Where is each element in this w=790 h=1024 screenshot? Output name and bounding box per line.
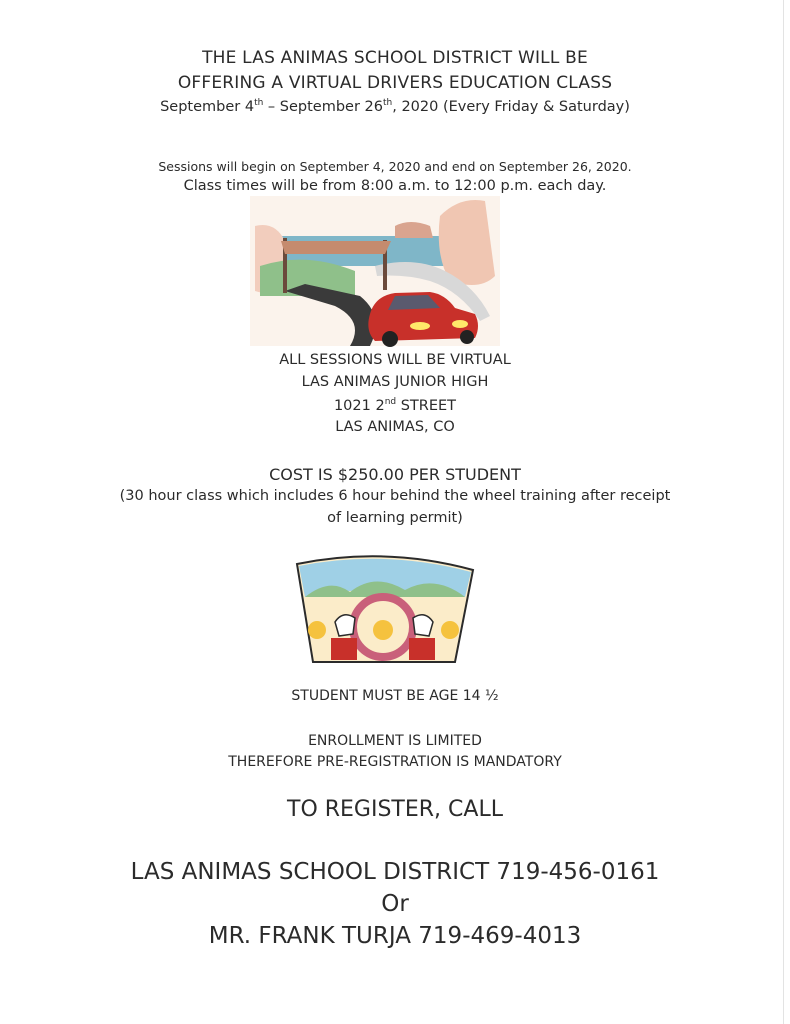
contact-teacher: MR. FRANK TURJA 719-469-4013 [208,923,582,949]
dial-left [308,621,326,639]
sessions-line-2: Class times will be from 8:00 a.m. to 12:00 p.m. each day. [183,178,607,194]
dial-right [441,621,459,639]
enrollment-line-2: THEREFORE PRE-REGISTRATION IS MANDATORY [228,754,562,770]
sleeve-left [331,638,357,660]
header-line-1: THE LAS ANIMAS SCHOOL DISTRICT WILL BE [202,48,588,68]
enrollment-line-1: ENROLLMENT IS LIMITED [308,733,482,749]
address-street: STREET [396,397,457,414]
header-dates [0,98,790,115]
wheel-hub [373,620,393,640]
headlight-right [452,320,468,328]
address-number: 1021 2 [333,397,385,414]
dates-start-sup: th [254,98,264,108]
dates-mid-sup: th [383,98,393,108]
dates-start: September 4 [160,98,255,115]
register-heading: TO REGISTER, CALL [287,797,503,822]
car-road-illustration [245,196,530,354]
cost-note-1: (30 hour class which includes 6 hour behind the wheel training after receipt [119,488,671,504]
contact-district: LAS ANIMAS SCHOOL DISTRICT 719-456-0161 [130,859,660,885]
cost-line: COST IS $250.00 PER STUDENT [269,465,521,484]
wheel-right [460,330,474,344]
sleeve-right [409,638,435,660]
sessions-line-1: Sessions will begin on September 4, 2020 and end on September 26, 2020. [158,159,632,174]
address-sup: nd [384,397,397,407]
dates-end: , 2020 (Every Friday & Saturday) [392,98,630,115]
location-line-4: LAS ANIMAS, CO [335,419,455,435]
glove-left [335,615,355,636]
header-line-2: OFFERING A VIRTUAL DRIVERS EDUCATION CLASS [177,73,613,93]
gate-top [281,241,391,254]
steering-wheel-illustration [295,552,475,670]
cost-note-2: of learning permit) [327,510,463,526]
location-line-1: ALL SESSIONS WILL BE VIRTUAL [279,352,511,368]
location-line-3 [0,397,790,414]
age-requirement: STUDENT MUST BE AGE 14 ½ [291,688,499,704]
wheel-left [382,331,398,347]
location-line-2: LAS ANIMAS JUNIOR HIGH [301,374,489,390]
contact-or: Or [381,891,409,917]
glove-right [413,615,433,636]
dates-mid: – September 26 [263,98,383,115]
headlight-left [410,322,430,330]
